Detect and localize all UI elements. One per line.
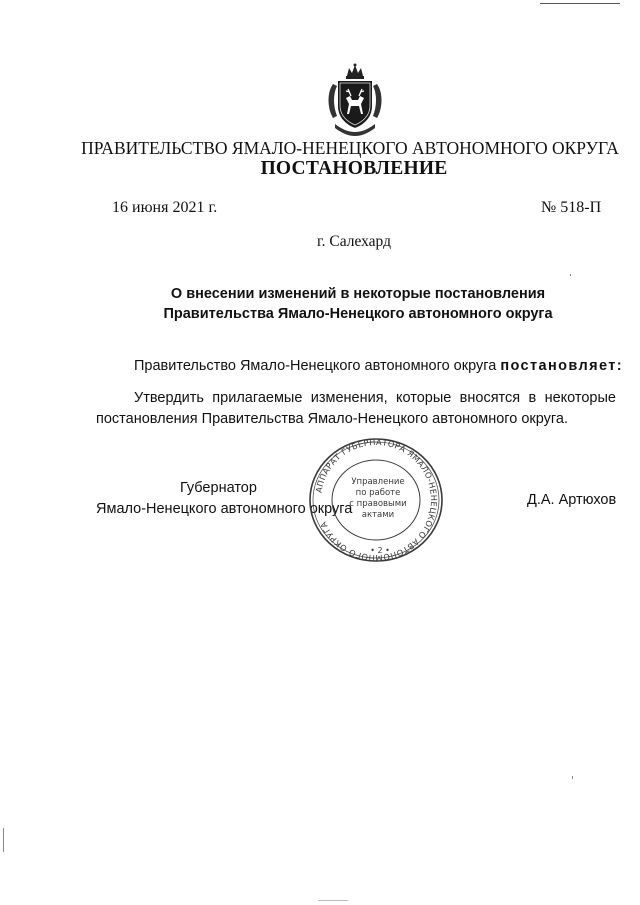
preamble-verb: постановляет:: [500, 358, 623, 374]
signatory-name: Д.А. Артюхов: [527, 492, 617, 508]
stamp-center-line-3: с правовыми: [349, 499, 407, 509]
preamble: [134, 358, 623, 374]
scan-speck: [318, 900, 348, 901]
signatory-title-line-2: Ямало-Ненецкого автономного округа: [96, 501, 353, 517]
coat-of-arms-icon: [325, 62, 385, 138]
document-city: г. Салехард: [317, 233, 391, 250]
body-paragraph: Утвердить прилагаемые изменения, которые вносятся в некоторые постановления Правительства Ямало-Ненецкого автономного округа.: [96, 390, 616, 427]
stamp-ring-text: АППАРАТ ГУБЕРНАТОРА ЯМАЛО-НЕНЕЦКОГО АВТОНОМНОГО ОКРУГА: [313, 436, 440, 564]
stamp-center-line-1: Управление: [351, 477, 405, 487]
document-date: 16 июня 2021 г.: [112, 199, 218, 216]
title-line-1: О внесении изменений в некоторые постановления: [170, 286, 546, 302]
title-line-2: Правительства Ямало-Ненецкого автономного округа: [163, 306, 553, 322]
scan-speck: [572, 776, 573, 779]
stamp-center-line-2: по работе: [355, 488, 401, 498]
official-stamp-icon: [306, 436, 446, 564]
scan-edge-mark: [3, 828, 4, 852]
scan-speck: [570, 274, 571, 276]
document-title: [0, 284, 640, 324]
document-number: № 518-П: [541, 199, 602, 216]
document-type: ПОСТАНОВЛЕНИЕ: [260, 158, 448, 179]
signatory-title-line-1: Губернатор: [180, 480, 257, 496]
scan-edge-line: [540, 3, 620, 4]
organization-name: ПРАВИТЕЛЬСТВО ЯМАЛО-НЕНЕЦКОГО АВТОНОМНОГО ОКРУГА: [81, 138, 619, 158]
preamble-subject: Правительство Ямало-Ненецкого автономного округа: [134, 358, 501, 374]
stamp-number-mark: • 2 •: [370, 546, 390, 555]
stamp-center-line-4: актами: [361, 510, 395, 520]
